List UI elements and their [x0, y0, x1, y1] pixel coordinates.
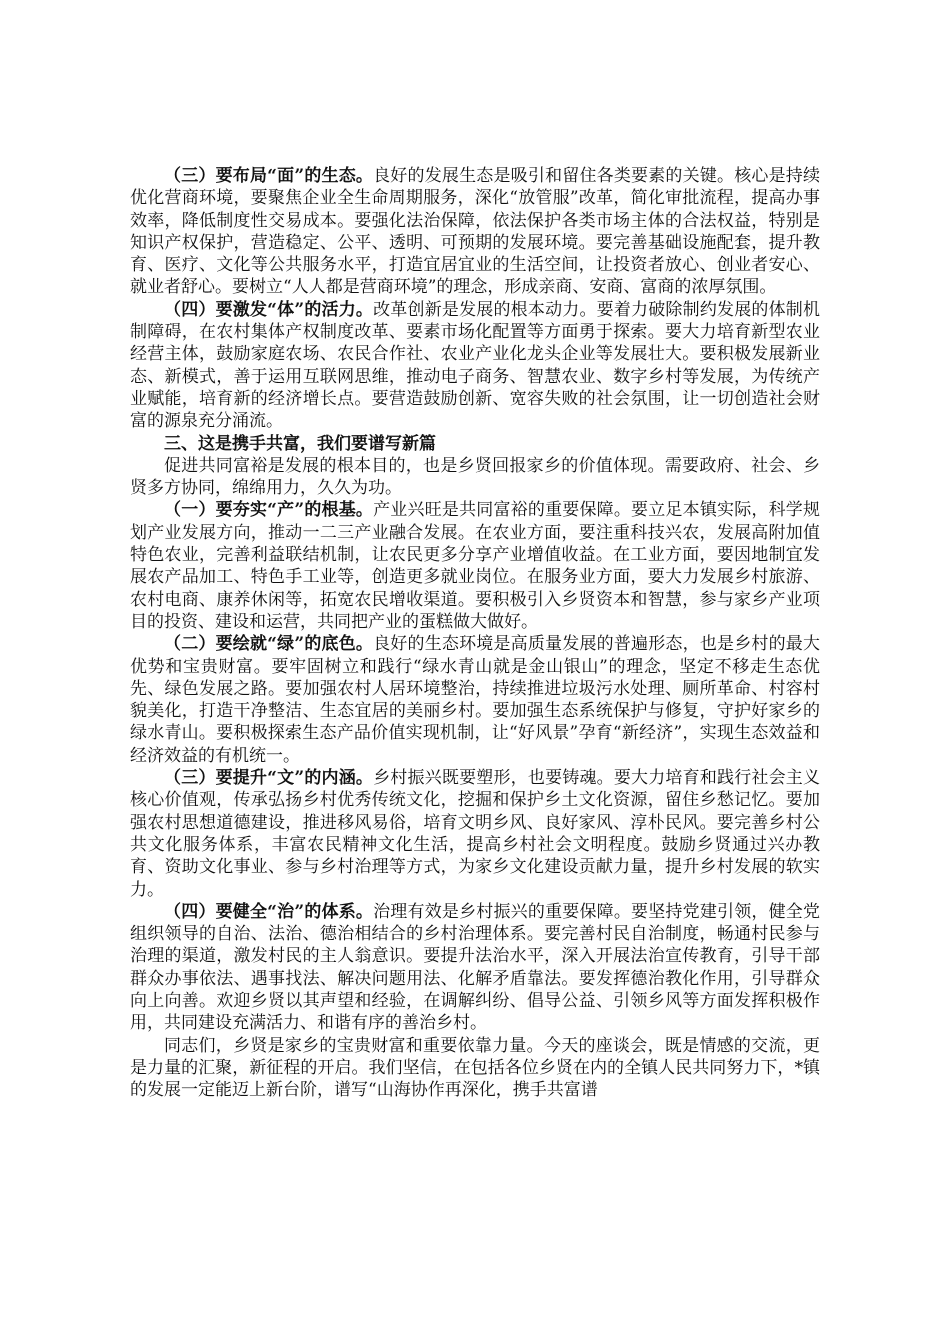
paragraph-stimulate-vitality — [130, 299, 820, 433]
paragraph-common-prosperity-intro — [130, 455, 820, 500]
paragraph-culture-connotation — [130, 767, 820, 901]
paragraph-layout-ecology — [130, 165, 820, 299]
paragraph-text: 乡村振兴既要塑形，也要铸魂。要大力培育和践行社会主义核心价值观，传承弘扬乡村优秀传统文化，挖掘和保护乡土文化资源，留住乡愁记忆。要加强农村思想道德建设，推进移风易俗，培育文明乡风、良好家风、淳朴民风。要完善乡村公共文化服务体系，丰富农民精神文化生活，提高乡村社会文明程度。鼓励乡贤通过兴办教育、资助文化事业、参与乡村治理等方式，为家乡文化建设贡献力量，提升乡村发展的软实力。 — [130, 768, 821, 900]
paragraph-lead: （三）要提升“文”的内涵。 — [164, 768, 374, 789]
paragraph-text: 同志们，乡贤是家乡的宝贵财富和重要依靠力量。今天的座谈会，既是情感的交流，更是力量的汇聚，新征程的开启。我们坚信，在包括各位乡贤在内的全镇人民共同努力下，*镇的发展一定能迈上新台阶，谱写“山海协作再深化，携手共富谱 — [130, 1035, 820, 1101]
paragraph-text: 治理有效是乡村振兴的重要保障。要坚持党建引领，健全党组织领导的自治、法治、德治相结合的乡村治理体系。要完善村民自治制度，畅通村民参与治理的渠道，激发村民的主人翁意识。要提升法治水平，深入开展法治宣传教育，引导干部群众办事依法、遇事找法、解决问题用法、化解矛盾靠法。要发挥德治教化作用，引导群众向上向善。欢迎乡贤以其声望和经验，在调解纠纷、倡导公益、引领乡风等方面发挥积极作用，共同建设充满活力、和谐有序的善治乡村。 — [130, 901, 821, 1034]
paragraph-text: 良好的生态环境是高质量发展的普遍形态，也是乡村的最大优势和宝贵财富。要牢固树立和践行“绿水青山就是金山银山”的理念，坚定不移走生态优先、绿色发展之路。要加强农村人居环境整治，持续推进垃圾污水处理、厕所革命、村容村貌美化，打造干净整洁、生态宜居的美丽乡村。要加强生态系统保护与修复，守护好家乡的绿水青山。要积极探索生态产品价值实现机制，让“好风景”孕育“新经济”，实现生态效益和经济效益的有机统一。 — [130, 634, 821, 766]
paragraph-text: 促进共同富裕是发展的根本目的，也是乡贤回报家乡的价值体现。需要政府、社会、乡贤多方协同，绵绵用力，久久为功。 — [130, 455, 820, 499]
paragraph-closing — [130, 1035, 820, 1102]
paragraph-governance-system — [130, 901, 820, 1035]
paragraph-industry-foundation — [130, 499, 820, 633]
paragraph-lead: （一）要夯实“产”的根基。 — [164, 500, 374, 521]
paragraph-lead: （三）要布局“面”的生态。 — [164, 166, 374, 186]
document-body — [130, 165, 820, 1101]
paragraph-lead: （四）要激发“体”的活力。 — [164, 299, 374, 320]
paragraph-lead: （二）要绘就“绿”的底色。 — [164, 634, 374, 655]
paragraph-green-base — [130, 633, 820, 767]
paragraph-text: 良好的发展生态是吸引和留住各类要素的关键。核心是持续优化营商环境，要聚焦企业全生命周期服务，深化“放管服”改革，简化审批流程，提高办事效率，降低制度性交易成本。要强化法治保障，依法保护各类市场主体的合法权益，特别是知识产权保护，营造稳定、公平、透明、可预期的发展环境。要完善基础设施配套，提升教育、医疗、文化等公共服务水平，打造宜居宜业的生活空间，让投资者放心、创业者安心、就业者舒心。要树立“人人都是营商环境”的理念，形成亲商、安商、富商的浓厚氛围。 — [130, 166, 821, 298]
paragraph-text: 改革创新是发展的根本动力。要着力破除制约发展的体制机制障碍，在农村集体产权制度改革、要素市场化配置等方面勇于探索。要大力培育新型农业经营主体，鼓励家庭农场、农民合作社、农业产业化龙头企业等发展壮大。要积极发展新业态、新模式，善于运用互联网思维，推动电子商务、智慧农业、数字乡村等发展，为传统产业赋能，培育新的经济增长点。要营造鼓励创新、宽容失败的社会氛围，让一切创造社会财富的源泉充分涌流。 — [130, 299, 821, 432]
paragraph-text: 产业兴旺是共同富裕的重要保障。要立足本镇实际，科学规划产业发展方向，推动一二三产业融合发展。在农业方面，要注重科技兴农，发展高附加值特色农业，完善利益联结机制，让农民更多分享产业增值收益。在工业方面，要因地制宜发展农产品加工、特色手工业等，创造更多就业岗位。在服务业方面，要大力发展乡村旅游、农村电商、康养休闲等，拓宽农民增收渠道。要积极引入乡贤资本和智慧，参与家乡产业项目的投资、建设和运营，共同把产业的蛋糕做大做好。 — [130, 500, 821, 632]
paragraph-lead: （四）要健全“治”的体系。 — [164, 901, 374, 922]
section-heading: 三、这是携手共富，我们要谱写新篇 — [164, 433, 436, 454]
